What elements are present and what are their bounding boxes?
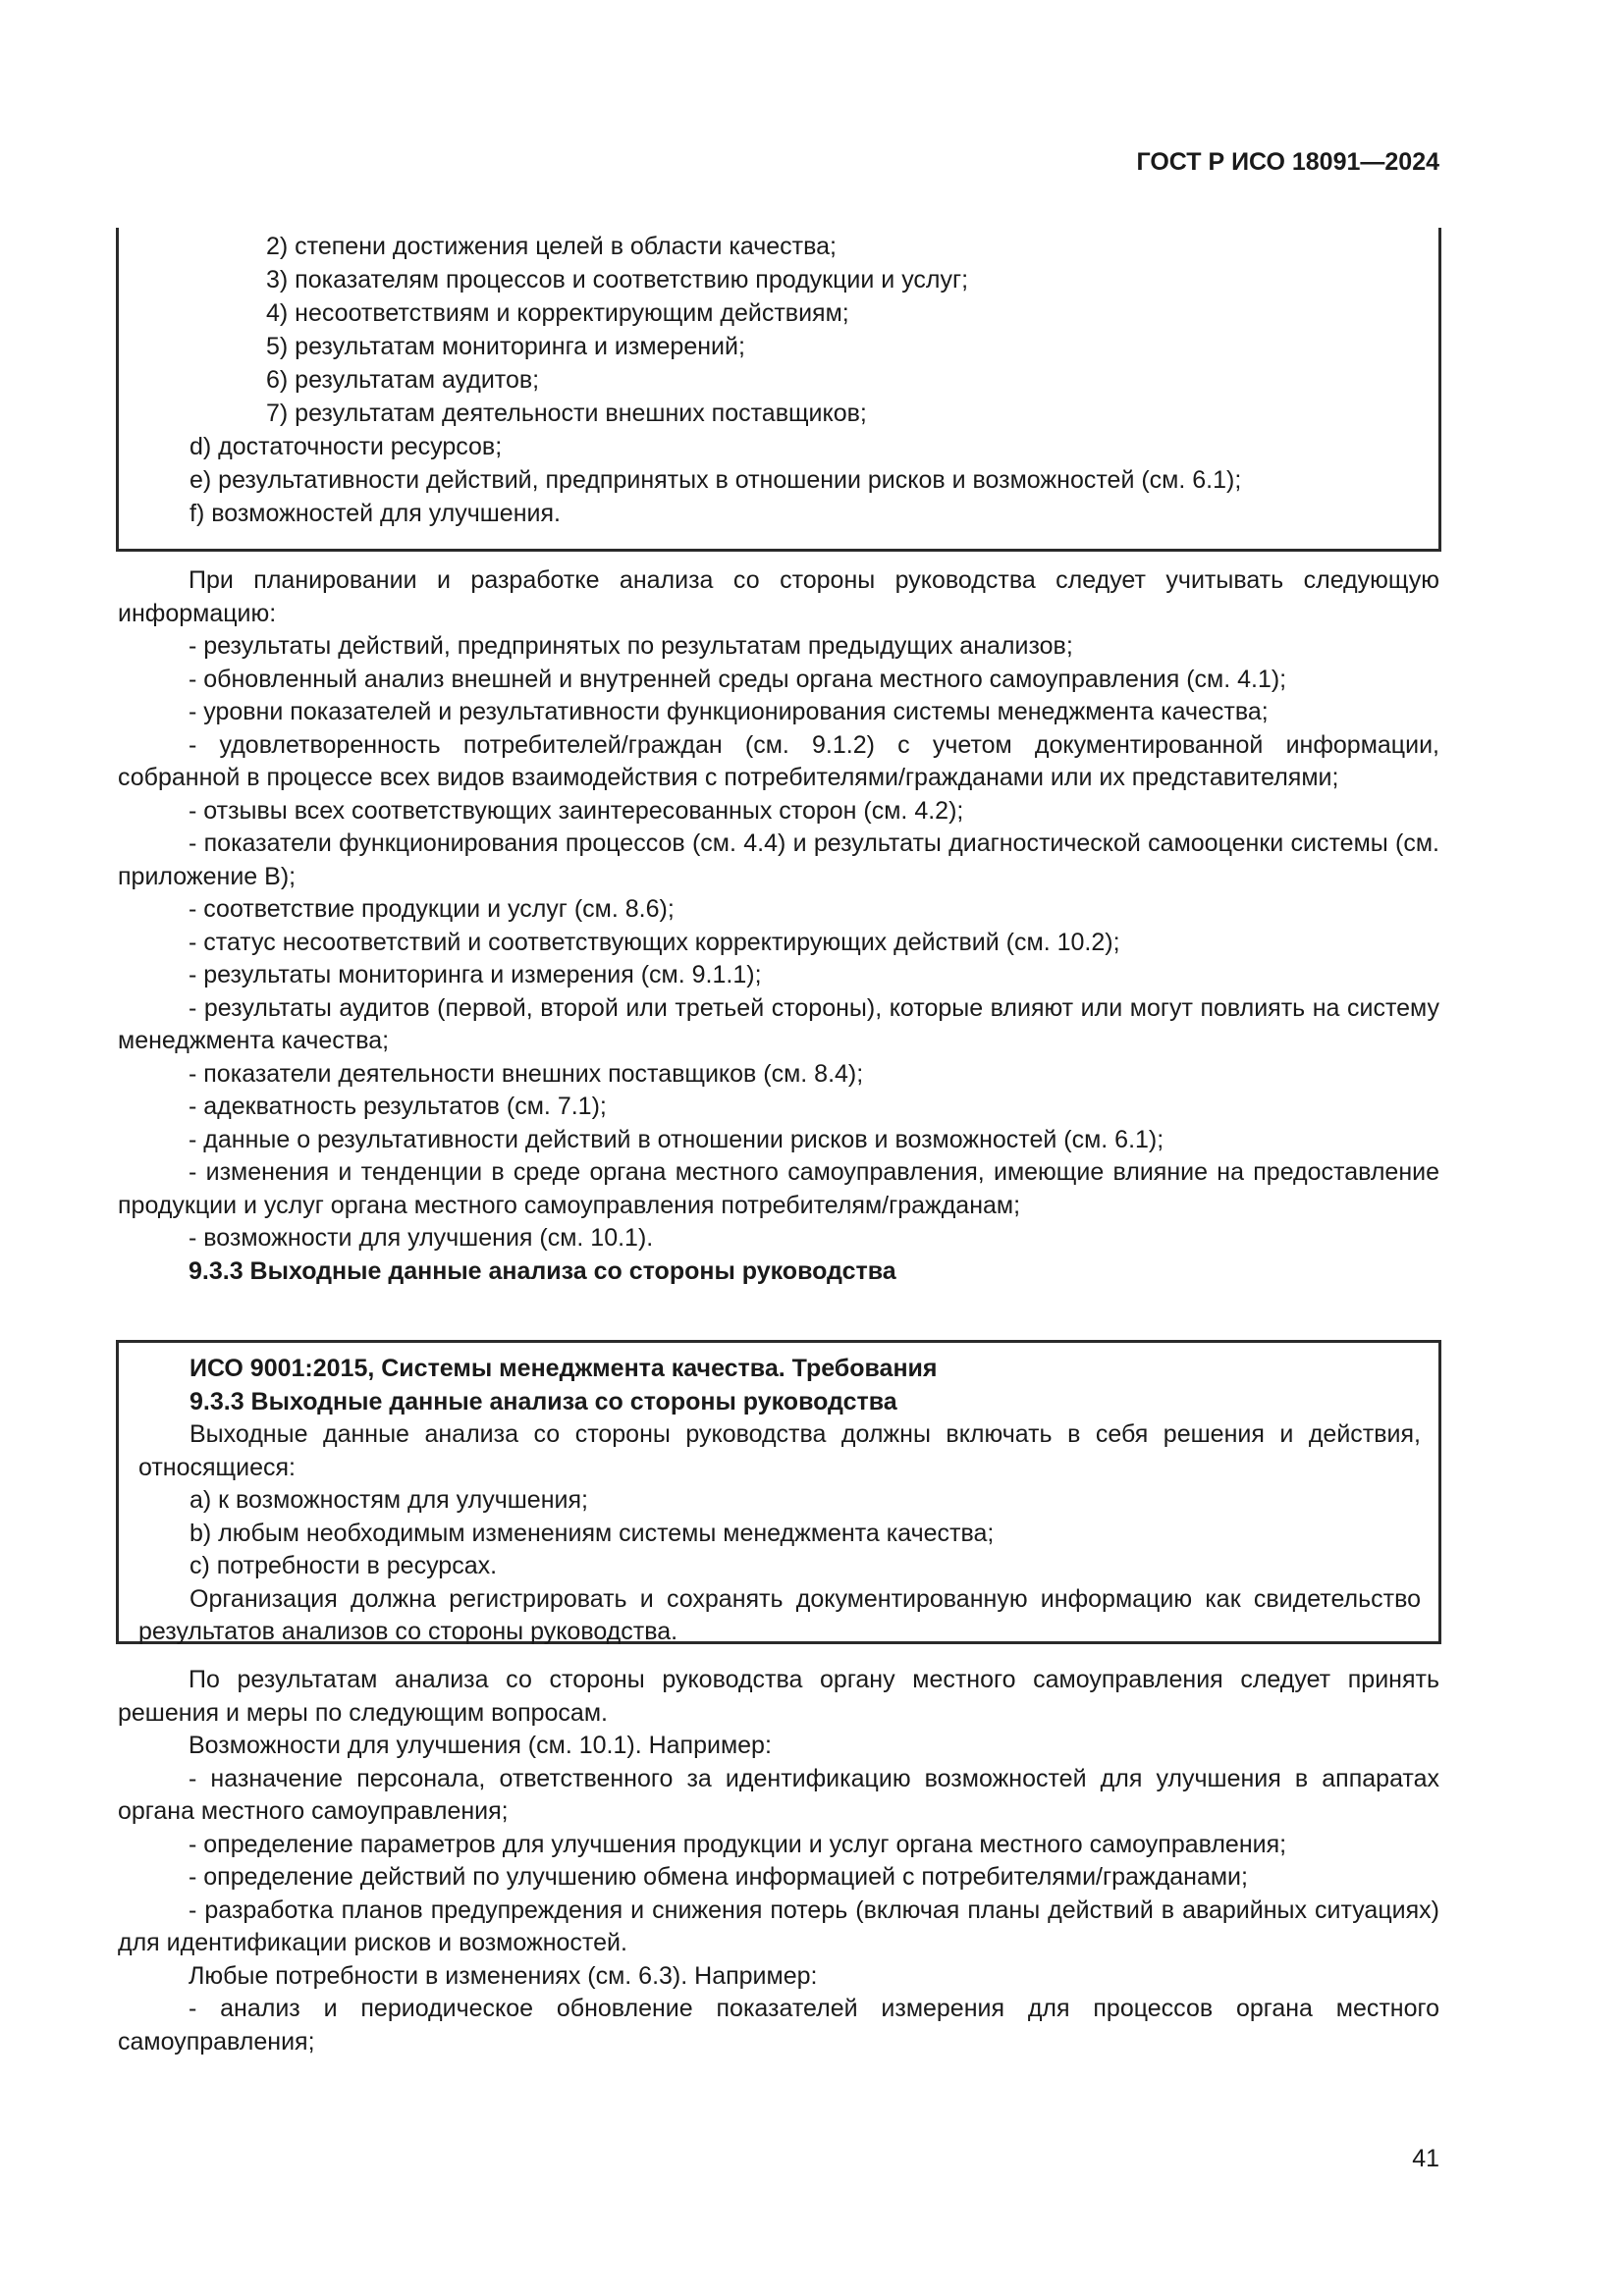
- page-number: 41: [1412, 2145, 1439, 2172]
- paragraph: Любые потребности в изменениях (см. 6.3). Например:: [189, 1961, 818, 1990]
- list-item: d) достаточности ресурсов;: [189, 433, 503, 460]
- paragraph: По результатам анализа со стороны руководства органу местного самоуправления следует принять решения и меры по следующим вопросам.: [118, 1666, 1439, 1727]
- review-input-section: [118, 564, 1439, 1288]
- list-item: - соответствие продукции и услуг (см. 8.6);: [189, 895, 675, 923]
- quote-title: ИСО 9001:2015, Системы менеджмента качества. Требования: [189, 1355, 938, 1382]
- list-item: 2) степени достижения целей в области качества;: [266, 233, 837, 260]
- list-item: - разработка планов предупреждения и снижения потерь (включая планы действий в аварийных ситуациях) для идентификации рисков и возможностей.: [118, 1896, 1439, 1956]
- list-item: - уровни показателей и результативности функционирования системы менеджмента качества;: [189, 698, 1269, 725]
- list-item: - адекватность результатов (см. 7.1);: [189, 1093, 607, 1120]
- list-item: - изменения и тенденции в среде органа местного самоуправления, имеющие влияние на предоставление продукции и услуг органа местного самоуправления потребителям/гражданам;: [118, 1158, 1439, 1219]
- list-item: 3) показателям процессов и соответствию продукции и услуг;: [266, 266, 969, 294]
- list-item: - данные о результативности действий в отношении рисков и возможностей (см. 6.1);: [189, 1125, 1164, 1153]
- list-item: - показатели функционирования процессов (см. 4.4) и результаты диагностической самооценки системы (см. приложение В);: [118, 829, 1439, 890]
- list-item: - возможности для улучшения (см. 10.1).: [189, 1224, 654, 1252]
- list-item: e) результативности действий, предпринятых в отношении рисков и возможностей (см. 6.1);: [189, 466, 1242, 494]
- list-item: - удовлетворенность потребителей/граждан (см. 9.1.2) с учетом документированной информации, собранной в процессе всех видов взаимодействия с потребителями/гражданами или их представителями;: [118, 730, 1439, 791]
- quote-subtitle: 9.3.3 Выходные данные анализа со стороны руководства: [189, 1387, 897, 1415]
- list-item: - результаты аудитов (первой, второй или третьей стороны), которые влияют или могут повлиять на систему менеджмента качества;: [118, 993, 1439, 1054]
- list-item: - отзывы всех соответствующих заинтересованных сторон (см. 4.2);: [189, 796, 964, 825]
- list-item: - показатели деятельности внешних поставщиков (см. 8.4);: [189, 1059, 864, 1088]
- list-item: 6) результатам аудитов;: [266, 366, 540, 394]
- list-item: - определение параметров для улучшения продукции и услуг органа местного самоуправления;: [189, 1830, 1287, 1858]
- paragraph: Выходные данные анализа со стороны руководства должны включать в себя решения и действия, относящиеся:: [138, 1420, 1421, 1481]
- list-item: - результаты мониторинга и измерения (см. 9.1.1);: [189, 961, 762, 988]
- list-item: c) потребности в ресурсах.: [189, 1552, 498, 1579]
- paragraph: Организация должна регистрировать и сохранять документированную информацию как свидетельство результатов анализов со стороны руководства.: [138, 1584, 1421, 1645]
- list-item: 7) результатам деятельности внешних поставщиков;: [266, 400, 867, 427]
- list-item: - определение действий по улучшению обмена информацией с потребителями/гражданами;: [189, 1863, 1248, 1891]
- list-item: - статус несоответствий и соответствующих корректирующих действий (см. 10.2);: [189, 928, 1120, 956]
- list-item: - результаты действий, предпринятых по результатам предыдущих анализов;: [189, 632, 1073, 660]
- list-item: a) к возможностям для улучшения;: [189, 1486, 588, 1514]
- list-item: f) возможностей для улучшения.: [189, 500, 561, 527]
- paragraph: При планировании и разработке анализа со стороны руководства следует учитывать следующую информацию:: [118, 566, 1439, 627]
- document-header: ГОСТ Р ИСО 18091—2024: [1136, 148, 1439, 176]
- list-item: 5) результатам мониторинга и измерений;: [266, 333, 745, 360]
- review-output-section: [118, 1664, 1439, 2058]
- list-item: - назначение персонала, ответственного за идентификацию возможностей для улучшения в аппаратах органа местного самоуправления;: [118, 1764, 1439, 1825]
- iso-9001-quote-box: [116, 1340, 1441, 1644]
- section-heading: 9.3.3 Выходные данные анализа со стороны руководства: [189, 1256, 896, 1285]
- paragraph: Возможности для улучшения (см. 10.1). Например:: [189, 1732, 772, 1759]
- list-item: 4) несоответствиям и корректирующим действиям;: [266, 299, 849, 327]
- list-item: - обновленный анализ внешней и внутренней среды органа местного самоуправления (см. 4.1);: [189, 665, 1287, 693]
- list-item: - анализ и периодическое обновление показателей измерения для процессов органа местного самоуправления;: [118, 1995, 1439, 2056]
- list-item: b) любым необходимым изменениям системы менеджмента качества;: [189, 1519, 995, 1547]
- quoted-requirements-box-continued: [116, 228, 1441, 552]
